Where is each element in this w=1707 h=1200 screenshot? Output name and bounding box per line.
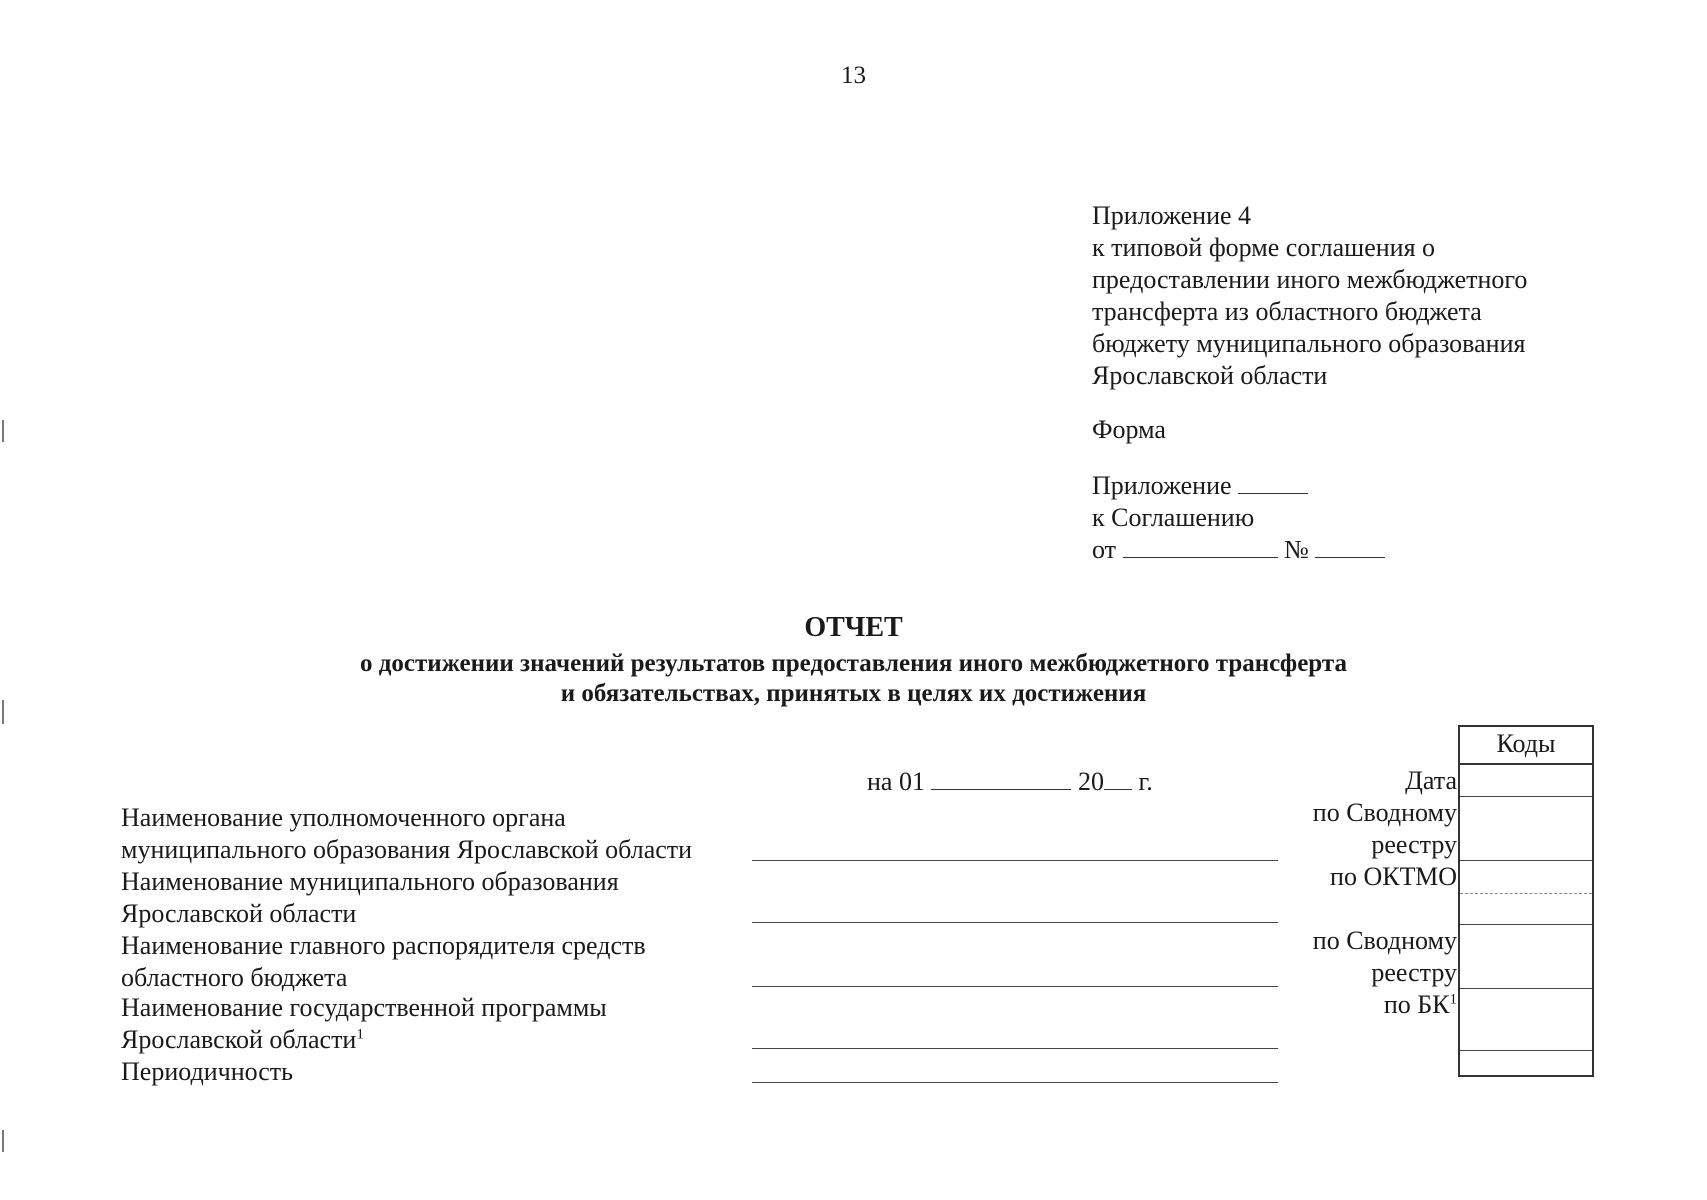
label-reestr-1: реестру	[1371, 830, 1457, 859]
field-label-municipality-1: Наименование муниципального образования	[121, 867, 619, 896]
from-label: от	[1092, 535, 1117, 564]
number-sign: №	[1284, 535, 1309, 564]
scan-mark	[2, 1130, 4, 1152]
year-blank[interactable]	[1104, 767, 1132, 790]
label-date: Дата	[1405, 766, 1457, 795]
label-svodny-1: по Сводному	[1312, 798, 1457, 827]
appendix-line: Приложение 4	[1092, 201, 1252, 230]
scan-mark	[2, 700, 4, 724]
code-cell-periodicity[interactable]	[1460, 1052, 1592, 1075]
report-subtitle-line1: о достижении значений результатов предоставления иного межбюджетного трансферта	[360, 650, 1347, 677]
appendix-line: предоставлении иного межбюджетного	[1092, 265, 1528, 294]
agreement-appendix-label: Приложение	[1092, 471, 1232, 500]
code-cell-bk[interactable]	[1460, 990, 1592, 1051]
field-label-periodicity: Периодичность	[121, 1057, 294, 1086]
scan-mark	[2, 420, 4, 442]
label-reestr-2: реестру	[1371, 958, 1457, 987]
footnote-marker: 1	[356, 1026, 364, 1043]
label-bk	[1384, 989, 1457, 1021]
report-title: ОТЧЕТ	[804, 612, 903, 643]
to-agreement-label: к Соглашению	[1092, 503, 1255, 532]
field-label-authority-2: муниципального образования Ярославской области	[121, 835, 693, 864]
codes-header: Коды	[1460, 727, 1592, 765]
program-label-text: Ярославской области	[121, 1025, 357, 1054]
report-subtitle-line2: и обязательствах, принятых в целях их достижения	[560, 680, 1147, 707]
form-label: Форма	[1092, 415, 1166, 444]
label-oktmo: по ОКТМО	[1330, 862, 1457, 891]
field-label-program-2	[121, 1024, 364, 1056]
field-label-municipality-2: Ярославской области	[121, 899, 357, 928]
code-cell-svodny-1[interactable]	[1460, 798, 1592, 861]
appendix-line: бюджету муниципального образования	[1092, 329, 1526, 358]
label-svodny-2: по Сводному	[1312, 926, 1457, 955]
codes-table	[1458, 725, 1594, 1077]
appendix-line: трансферта из областного бюджета	[1092, 297, 1482, 326]
page-number: 13	[841, 62, 866, 89]
report-date-line	[867, 766, 1153, 798]
date-prefix: на 01	[867, 767, 925, 796]
year-prefix: 20	[1077, 767, 1104, 796]
date-month-blank[interactable]	[931, 767, 1071, 790]
appendix-line: к типовой форме соглашения о	[1092, 233, 1436, 262]
field-label-distributor-2: областного бюджета	[121, 963, 348, 992]
bk-label-text: по БК	[1383, 990, 1450, 1019]
codes-labels-column	[1150, 0, 1457, 1200]
field-label-distributor-1: Наименование главного распорядителя средств	[121, 931, 646, 960]
oktmo-divider	[1460, 893, 1592, 894]
field-label-program-1: Наименование государственной программы	[121, 993, 607, 1022]
code-cell-date[interactable]	[1460, 763, 1592, 797]
field-label-authority-1: Наименование уполномоченного органа	[121, 803, 566, 832]
appendix-line: Ярославской области	[1092, 361, 1328, 390]
code-cell-svodny-2[interactable]	[1460, 926, 1592, 989]
year-suffix: г.	[1138, 767, 1153, 796]
bk-footnote-marker: 1	[1449, 991, 1457, 1008]
